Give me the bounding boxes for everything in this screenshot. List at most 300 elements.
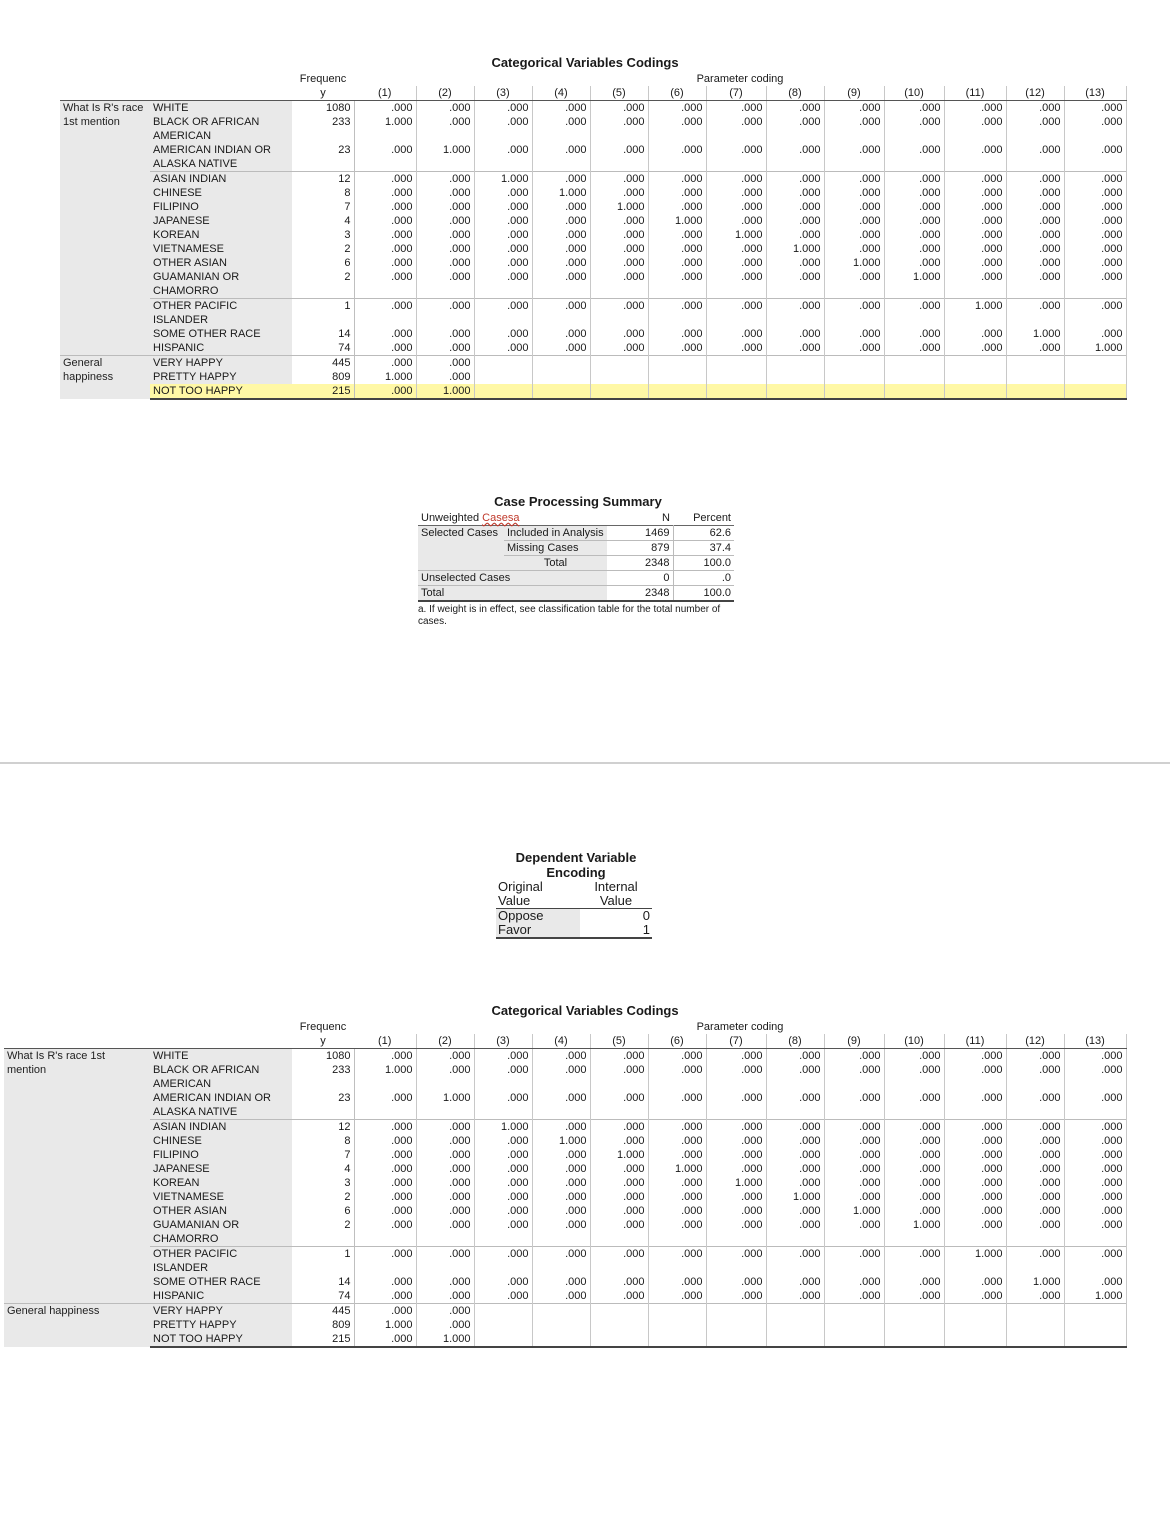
coding-cell xyxy=(532,384,590,399)
coding-cell: .000 xyxy=(706,327,766,341)
coding-cell: 1.000 xyxy=(354,370,416,384)
coding-cell: .000 xyxy=(824,1120,884,1135)
coding-cell: 1.000 xyxy=(884,270,944,299)
coding-cell: .000 xyxy=(416,214,474,228)
coding-cell: 1.000 xyxy=(648,1162,706,1176)
race-row xyxy=(4,1247,1126,1276)
race-frequency: 2 xyxy=(292,1190,354,1204)
table1-grid xyxy=(60,72,1127,400)
table1-title: Categorical Variables Codings xyxy=(491,55,679,70)
categorical-codings-table-1 xyxy=(60,72,1127,400)
coding-cell: 1.000 xyxy=(1064,1289,1126,1304)
coding-cell: .000 xyxy=(1006,242,1064,256)
coding-cell: .000 xyxy=(474,270,532,299)
race-frequency: 23 xyxy=(292,1091,354,1120)
coding-cell: .000 xyxy=(1064,1204,1126,1218)
race-frequency: 2 xyxy=(292,1218,354,1247)
coding-cell: .000 xyxy=(590,186,648,200)
coding-cell: .000 xyxy=(354,299,416,328)
coding-cell xyxy=(474,370,532,384)
coding-cell: .000 xyxy=(884,143,944,172)
coding-cell xyxy=(824,1318,884,1332)
coding-cell: .000 xyxy=(824,143,884,172)
coding-cell: .000 xyxy=(648,256,706,270)
coding-cell: .000 xyxy=(532,200,590,214)
coding-cell: .000 xyxy=(706,270,766,299)
coding-cell: .000 xyxy=(944,101,1006,116)
coding-cell: .000 xyxy=(354,172,416,187)
race-row xyxy=(4,1162,1126,1176)
coding-cell: .000 xyxy=(1006,1148,1064,1162)
race-category-label: OTHER ASIAN xyxy=(150,1204,292,1218)
coding-cell: .000 xyxy=(1006,1204,1064,1218)
race-category-label: HISPANIC xyxy=(150,341,292,356)
coding-cell: .000 xyxy=(590,299,648,328)
coding-cell xyxy=(884,1318,944,1332)
coding-cell: .000 xyxy=(532,1120,590,1135)
coding-cell xyxy=(532,370,590,384)
coding-cell: .000 xyxy=(884,214,944,228)
coding-cell: .000 xyxy=(944,327,1006,341)
coding-cell: .000 xyxy=(354,384,416,399)
coding-cell: .000 xyxy=(354,256,416,270)
coding-cell xyxy=(590,384,648,399)
race-row xyxy=(4,1275,1126,1289)
coding-cell: .000 xyxy=(884,1289,944,1304)
coding-cell: .000 xyxy=(474,1218,532,1247)
coding-cell: .000 xyxy=(648,1120,706,1135)
coding-cell: .000 xyxy=(824,1275,884,1289)
coding-cell: .000 xyxy=(884,1275,944,1289)
coding-cell: .000 xyxy=(474,242,532,256)
coding-cell: .000 xyxy=(532,143,590,172)
coding-cell: .000 xyxy=(1006,341,1064,356)
coding-cell: .000 xyxy=(824,214,884,228)
dependent-variable-encoding xyxy=(496,850,656,939)
coding-cell xyxy=(474,384,532,399)
coding-cell: .000 xyxy=(532,1063,590,1091)
coding-cell: .000 xyxy=(766,1063,824,1091)
column-header: (13) xyxy=(1064,1034,1126,1049)
race-frequency: 7 xyxy=(292,200,354,214)
coding-cell: .000 xyxy=(648,1218,706,1247)
coding-cell: .000 xyxy=(648,172,706,187)
coding-cell: .000 xyxy=(590,1218,648,1247)
coding-cell: .000 xyxy=(766,327,824,341)
race-category-label: FILIPINO xyxy=(150,1148,292,1162)
race-category-label: JAPANESE xyxy=(150,1162,292,1176)
coding-cell: .000 xyxy=(354,341,416,356)
race-row xyxy=(60,172,1126,187)
coding-cell: .000 xyxy=(648,341,706,356)
race-frequency: 1080 xyxy=(292,101,354,116)
race-frequency: 1080 xyxy=(292,1049,354,1064)
column-header: (3) xyxy=(474,86,532,101)
coding-cell: .000 xyxy=(884,200,944,214)
race-frequency: 6 xyxy=(292,1204,354,1218)
coding-cell: .000 xyxy=(532,256,590,270)
coding-cell: .000 xyxy=(590,143,648,172)
coding-cell: .000 xyxy=(884,327,944,341)
coding-cell xyxy=(884,1304,944,1319)
coding-cell: .000 xyxy=(354,1304,416,1319)
coding-cell: .000 xyxy=(416,1148,474,1162)
coding-cell: .000 xyxy=(884,186,944,200)
coding-cell: .000 xyxy=(884,1049,944,1064)
coding-cell: .000 xyxy=(766,1218,824,1247)
coding-cell xyxy=(648,370,706,384)
coding-cell: .000 xyxy=(766,115,824,143)
coding-cell xyxy=(766,356,824,371)
coding-cell: .000 xyxy=(590,1190,648,1204)
coding-cell xyxy=(944,370,1006,384)
coding-cell: .000 xyxy=(944,1218,1006,1247)
table2-grid xyxy=(4,1020,1127,1348)
coding-cell: .000 xyxy=(766,172,824,187)
column-header: (7) xyxy=(706,86,766,101)
coding-cell: .000 xyxy=(354,1204,416,1218)
coding-cell: .000 xyxy=(648,186,706,200)
race-row xyxy=(60,270,1126,299)
dependent-row-label-1: Favor xyxy=(496,923,580,938)
coding-cell: .000 xyxy=(590,172,648,187)
race-category-label: FILIPINO xyxy=(150,200,292,214)
coding-cell: 1.000 xyxy=(944,1247,1006,1276)
n-header: N xyxy=(662,512,670,524)
race-row xyxy=(4,1134,1126,1148)
coding-cell: 1.000 xyxy=(590,1148,648,1162)
coding-cell: 1.000 xyxy=(532,1134,590,1148)
coding-cell: .000 xyxy=(590,1063,648,1091)
coding-cell xyxy=(474,356,532,371)
coding-cell xyxy=(648,1332,706,1347)
coding-cell: .000 xyxy=(944,214,1006,228)
race-category-label: VIETNAMESE xyxy=(150,242,292,256)
coding-cell: .000 xyxy=(944,115,1006,143)
coding-cell: 1.000 xyxy=(648,214,706,228)
coding-cell: .000 xyxy=(884,172,944,187)
coding-cell: 1.000 xyxy=(706,1176,766,1190)
coding-cell: .000 xyxy=(532,341,590,356)
coding-cell xyxy=(1006,1304,1064,1319)
column-header: (2) xyxy=(416,86,474,101)
coding-cell: .000 xyxy=(416,356,474,371)
coding-cell: .000 xyxy=(824,228,884,242)
coding-cell: .000 xyxy=(532,1247,590,1276)
race-frequency: 3 xyxy=(292,1176,354,1190)
coding-cell: .000 xyxy=(532,299,590,328)
race-frequency: 2 xyxy=(292,270,354,299)
race-row xyxy=(4,1204,1126,1218)
coding-cell: .000 xyxy=(590,1176,648,1190)
frequency-label-line1: Frequenc xyxy=(299,1021,347,1033)
coding-cell: .000 xyxy=(1064,270,1126,299)
coding-cell: .000 xyxy=(416,1049,474,1064)
coding-cell: .000 xyxy=(532,214,590,228)
coding-cell: .000 xyxy=(590,1049,648,1064)
coding-cell: .000 xyxy=(944,1289,1006,1304)
coding-cell: .000 xyxy=(824,1162,884,1176)
cases-superscript-label: Casesa xyxy=(482,512,520,524)
coding-cell: .000 xyxy=(706,1120,766,1135)
coding-cell: .000 xyxy=(706,214,766,228)
unselected-percent: .0 xyxy=(721,572,731,584)
coding-cell xyxy=(532,1304,590,1319)
coding-cell: 1.000 xyxy=(944,299,1006,328)
coding-cell: .000 xyxy=(416,1190,474,1204)
race-row xyxy=(60,341,1126,356)
coding-cell: .000 xyxy=(706,186,766,200)
coding-cell: .000 xyxy=(706,1275,766,1289)
coding-cell: .000 xyxy=(1006,1049,1064,1064)
coding-cell: .000 xyxy=(648,1190,706,1204)
race-frequency: 4 xyxy=(292,214,354,228)
coding-cell xyxy=(474,1304,532,1319)
race-category-label: CHINESE xyxy=(150,1134,292,1148)
coding-cell: .000 xyxy=(944,256,1006,270)
coding-cell: 1.000 xyxy=(884,1218,944,1247)
coding-cell: .000 xyxy=(706,1204,766,1218)
race-frequency: 7 xyxy=(292,1148,354,1162)
coding-cell: 1.000 xyxy=(824,1204,884,1218)
coding-cell: .000 xyxy=(354,1218,416,1247)
coding-cell xyxy=(766,384,824,399)
race-category-label: VIETNAMESE xyxy=(150,1190,292,1204)
coding-cell: .000 xyxy=(648,1148,706,1162)
coding-cell: .000 xyxy=(766,1162,824,1176)
happiness-row xyxy=(4,1332,1126,1347)
happiness-variable-label: General happiness xyxy=(60,356,150,400)
coding-cell: .000 xyxy=(884,1148,944,1162)
coding-cell: .000 xyxy=(354,356,416,371)
race-row xyxy=(4,1190,1126,1204)
coding-cell: .000 xyxy=(706,341,766,356)
coding-cell: .000 xyxy=(354,143,416,172)
dependent-table xyxy=(496,880,652,939)
coding-cell: .000 xyxy=(354,1148,416,1162)
race-category-label: WHITE xyxy=(150,101,292,116)
coding-cell: .000 xyxy=(648,115,706,143)
coding-cell: .000 xyxy=(416,1120,474,1135)
coding-cell: .000 xyxy=(944,172,1006,187)
coding-cell: .000 xyxy=(766,1247,824,1276)
coding-cell: .000 xyxy=(532,1289,590,1304)
coding-cell: .000 xyxy=(884,1176,944,1190)
race-row xyxy=(4,1289,1126,1304)
coding-cell: .000 xyxy=(532,270,590,299)
coding-cell: .000 xyxy=(416,1304,474,1319)
coding-cell: .000 xyxy=(648,228,706,242)
coding-cell: .000 xyxy=(944,200,1006,214)
coding-cell: .000 xyxy=(416,1162,474,1176)
coding-cell: .000 xyxy=(416,1289,474,1304)
coding-cell: .000 xyxy=(648,270,706,299)
coding-cell: .000 xyxy=(1064,172,1126,187)
column-header: (13) xyxy=(1064,86,1126,101)
coding-cell xyxy=(590,1304,648,1319)
included-n: 1469 xyxy=(607,526,673,541)
coding-cell xyxy=(944,384,1006,399)
coding-cell: .000 xyxy=(648,1063,706,1091)
coding-cell: .000 xyxy=(474,1091,532,1120)
coding-cell: .000 xyxy=(944,1063,1006,1091)
coding-cell: .000 xyxy=(824,1190,884,1204)
coding-cell xyxy=(648,384,706,399)
coding-cell: .000 xyxy=(354,1162,416,1176)
coding-cell xyxy=(884,370,944,384)
coding-cell xyxy=(766,1332,824,1347)
coding-cell: .000 xyxy=(1064,1134,1126,1148)
coding-cell xyxy=(1064,356,1126,371)
coding-cell: .000 xyxy=(706,1148,766,1162)
coding-cell: .000 xyxy=(706,1162,766,1176)
coding-cell: .000 xyxy=(354,242,416,256)
coding-cell: .000 xyxy=(474,101,532,116)
frequency-label-line2: y xyxy=(320,1035,326,1047)
coding-cell: 1.000 xyxy=(354,115,416,143)
coding-cell xyxy=(1064,384,1126,399)
coding-cell: .000 xyxy=(648,1134,706,1148)
coding-cell: .000 xyxy=(706,1091,766,1120)
happiness-category-label: NOT TOO HAPPY xyxy=(150,1332,292,1347)
race-category-label: KOREAN xyxy=(150,228,292,242)
coding-cell: .000 xyxy=(944,143,1006,172)
column-header: (4) xyxy=(532,1034,590,1049)
happiness-frequency: 215 xyxy=(292,384,354,399)
coding-cell: 1.000 xyxy=(354,1063,416,1091)
coding-cell: .000 xyxy=(532,172,590,187)
coding-cell xyxy=(706,1318,766,1332)
coding-cell xyxy=(474,1318,532,1332)
coding-cell: .000 xyxy=(532,1190,590,1204)
coding-cell: .000 xyxy=(1006,1134,1064,1148)
coding-cell: .000 xyxy=(416,1134,474,1148)
race-frequency: 23 xyxy=(292,143,354,172)
coding-cell: .000 xyxy=(474,341,532,356)
coding-cell: .000 xyxy=(1064,1247,1126,1276)
race-category-label: GUAMANIAN OR CHAMORRO xyxy=(150,270,292,299)
coding-cell: .000 xyxy=(416,1275,474,1289)
column-header: (7) xyxy=(706,1034,766,1049)
race-category-label: WHITE xyxy=(150,1049,292,1064)
race-category-label: OTHER ASIAN xyxy=(150,256,292,270)
race-row xyxy=(4,1218,1126,1247)
coding-cell: .000 xyxy=(1006,186,1064,200)
coding-cell: .000 xyxy=(884,115,944,143)
coding-cell: .000 xyxy=(944,1275,1006,1289)
coding-cell: .000 xyxy=(1064,1176,1126,1190)
coding-cell: 1.000 xyxy=(766,242,824,256)
coding-cell: .000 xyxy=(416,1204,474,1218)
coding-cell: .000 xyxy=(416,1176,474,1190)
race-category-label: AMERICAN INDIAN OR ALASKA NATIVE xyxy=(150,1091,292,1120)
coding-cell: .000 xyxy=(706,115,766,143)
coding-cell: .000 xyxy=(474,143,532,172)
coding-cell: .000 xyxy=(474,115,532,143)
selected-total-percent: 100.0 xyxy=(703,557,731,569)
coding-cell: .000 xyxy=(766,1289,824,1304)
happiness-row xyxy=(4,1304,1126,1319)
coding-cell: .000 xyxy=(944,1134,1006,1148)
race-category-label: KOREAN xyxy=(150,1176,292,1190)
coding-cell: .000 xyxy=(706,101,766,116)
coding-cell: .000 xyxy=(824,1134,884,1148)
coding-cell: .000 xyxy=(706,299,766,328)
coding-cell xyxy=(590,1318,648,1332)
happiness-row xyxy=(4,1318,1126,1332)
coding-cell: .000 xyxy=(474,1176,532,1190)
coding-cell xyxy=(1064,1318,1126,1332)
column-header: (10) xyxy=(884,86,944,101)
table2-title: Categorical Variables Codings xyxy=(491,1003,679,1018)
coding-cell: .000 xyxy=(354,214,416,228)
coding-cell: .000 xyxy=(1064,1275,1126,1289)
coding-cell xyxy=(944,356,1006,371)
dependent-row-value-0: 0 xyxy=(642,908,650,923)
dependent-title-line2: Encoding xyxy=(546,865,606,880)
coding-cell: .000 xyxy=(532,1162,590,1176)
column-header: (5) xyxy=(590,86,648,101)
coding-cell: .000 xyxy=(590,214,648,228)
column-header: (9) xyxy=(824,86,884,101)
happiness-row xyxy=(60,356,1126,371)
coding-cell: .000 xyxy=(944,1190,1006,1204)
coding-cell: .000 xyxy=(1064,1120,1126,1135)
race-frequency: 6 xyxy=(292,256,354,270)
coding-cell: .000 xyxy=(824,1063,884,1091)
coding-cell: .000 xyxy=(1006,299,1064,328)
happiness-category-label: PRETTY HAPPY xyxy=(150,1318,292,1332)
coding-cell: .000 xyxy=(474,1289,532,1304)
coding-cell: .000 xyxy=(1006,1190,1064,1204)
coding-cell: .000 xyxy=(532,1275,590,1289)
coding-cell: .000 xyxy=(1064,214,1126,228)
coding-cell: .000 xyxy=(824,186,884,200)
race-row xyxy=(4,1120,1126,1135)
coding-cell: .000 xyxy=(354,1134,416,1148)
coding-cell: .000 xyxy=(648,200,706,214)
coding-cell: .000 xyxy=(1006,1247,1064,1276)
case-processing-table xyxy=(418,511,734,602)
coding-cell: 1.000 xyxy=(474,1120,532,1135)
coding-cell xyxy=(884,384,944,399)
race-row xyxy=(4,1148,1126,1162)
coding-cell: .000 xyxy=(944,242,1006,256)
coding-cell: .000 xyxy=(944,1148,1006,1162)
race-row xyxy=(60,143,1126,172)
dependent-row-value-1: 1 xyxy=(642,922,650,937)
coding-cell: .000 xyxy=(590,1247,648,1276)
coding-cell: .000 xyxy=(354,1289,416,1304)
coding-cell: .000 xyxy=(474,1247,532,1276)
coding-cell: .000 xyxy=(824,172,884,187)
coding-cell: 1.000 xyxy=(416,1091,474,1120)
coding-cell: .000 xyxy=(416,1063,474,1091)
unselected-cases-label: Unselected Cases xyxy=(418,571,607,586)
coding-cell xyxy=(590,370,648,384)
coding-cell xyxy=(1006,1332,1064,1347)
coding-cell: 1.000 xyxy=(1006,327,1064,341)
coding-cell: .000 xyxy=(766,1134,824,1148)
coding-cell: 1.000 xyxy=(416,143,474,172)
coding-cell: .000 xyxy=(1006,228,1064,242)
coding-cell: .000 xyxy=(354,1120,416,1135)
coding-cell: .000 xyxy=(706,1289,766,1304)
race-row xyxy=(4,1063,1126,1091)
column-header: (11) xyxy=(944,1034,1006,1049)
coding-cell: .000 xyxy=(590,341,648,356)
coding-cell: .000 xyxy=(766,228,824,242)
